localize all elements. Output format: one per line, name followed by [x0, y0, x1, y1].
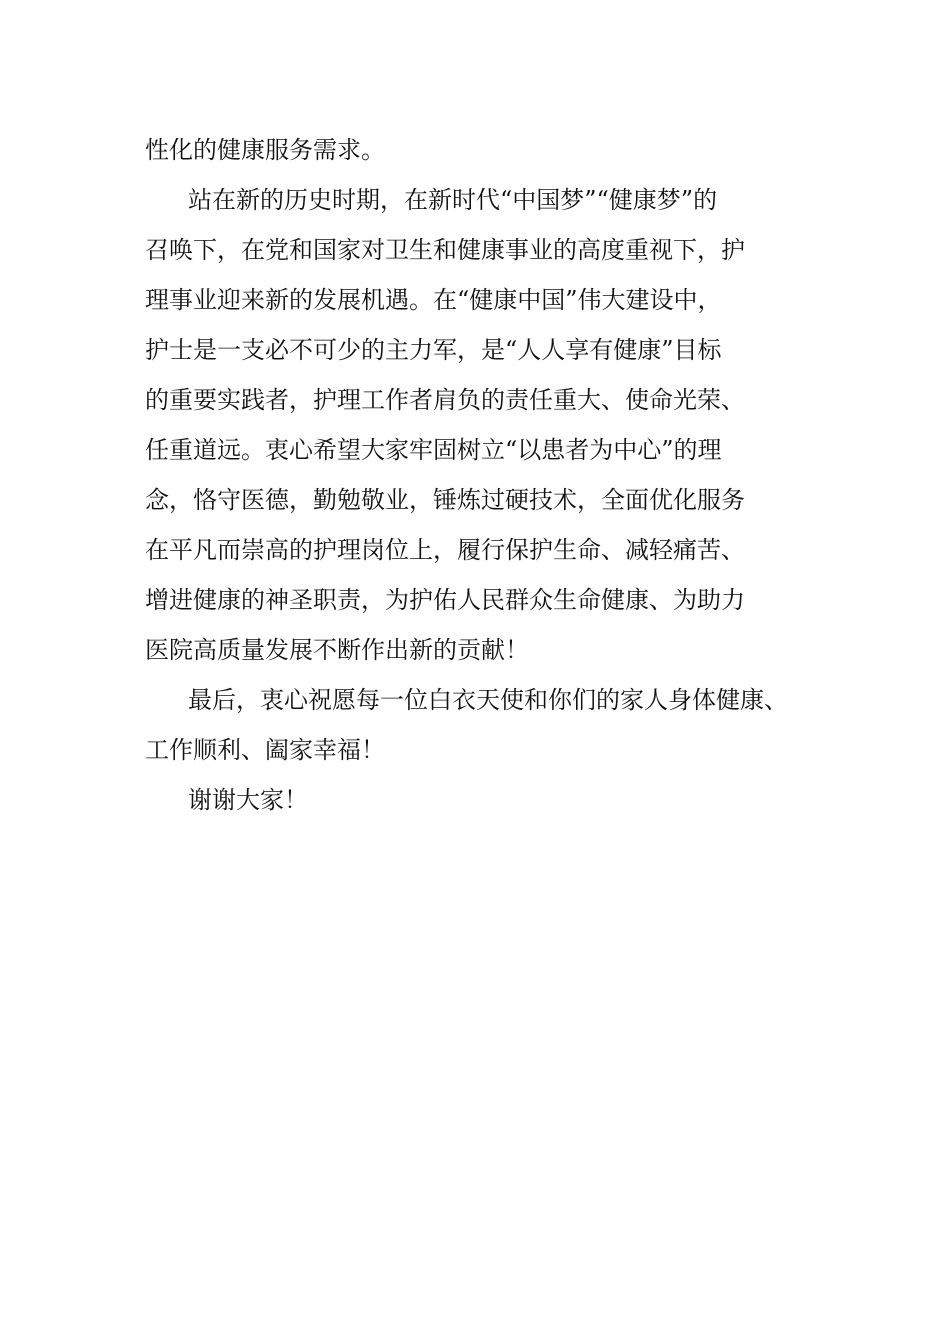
text-line: 谢谢大家！: [188, 786, 308, 814]
text-line: 召唤下，在党和国家对卫生和健康事业的高度重视下，护: [145, 236, 745, 264]
body-text: [145, 125, 835, 825]
text-line: 性化的健康服务需求。: [145, 136, 385, 164]
text-line: 工作顺利、阖家幸福！: [145, 736, 385, 764]
text-line: 最后，衷心祝愿每一位白衣天使和你们的家人身体健康、: [188, 686, 788, 714]
text-line: 的重要实践者，护理工作者肩负的责任重大、使命光荣、: [145, 386, 745, 414]
text-line: 护士是一支必不可少的主力军，是“人人享有健康”目标: [145, 336, 722, 364]
text-line: 理事业迎来新的发展机遇。在“健康中国”伟大建设中，: [145, 286, 722, 314]
text-line: 在平凡而崇高的护理岗位上，履行保护生命、减轻痛苦、: [145, 536, 745, 564]
text-line: 医院高质量发展不断作出新的贡献！: [145, 636, 529, 664]
text-line: 念，恪守医德，勤勉敬业，锤炼过硬技术，全面优化服务: [145, 486, 745, 514]
text-line: 站在新的历史时期，在新时代“中国梦”“健康梦”的: [188, 186, 718, 214]
text-line: 增进健康的神圣职责，为护佑人民群众生命健康、为助力: [145, 586, 745, 614]
text-line: 任重道远。衷心希望大家牢固树立“以患者为中心”的理: [145, 436, 722, 464]
